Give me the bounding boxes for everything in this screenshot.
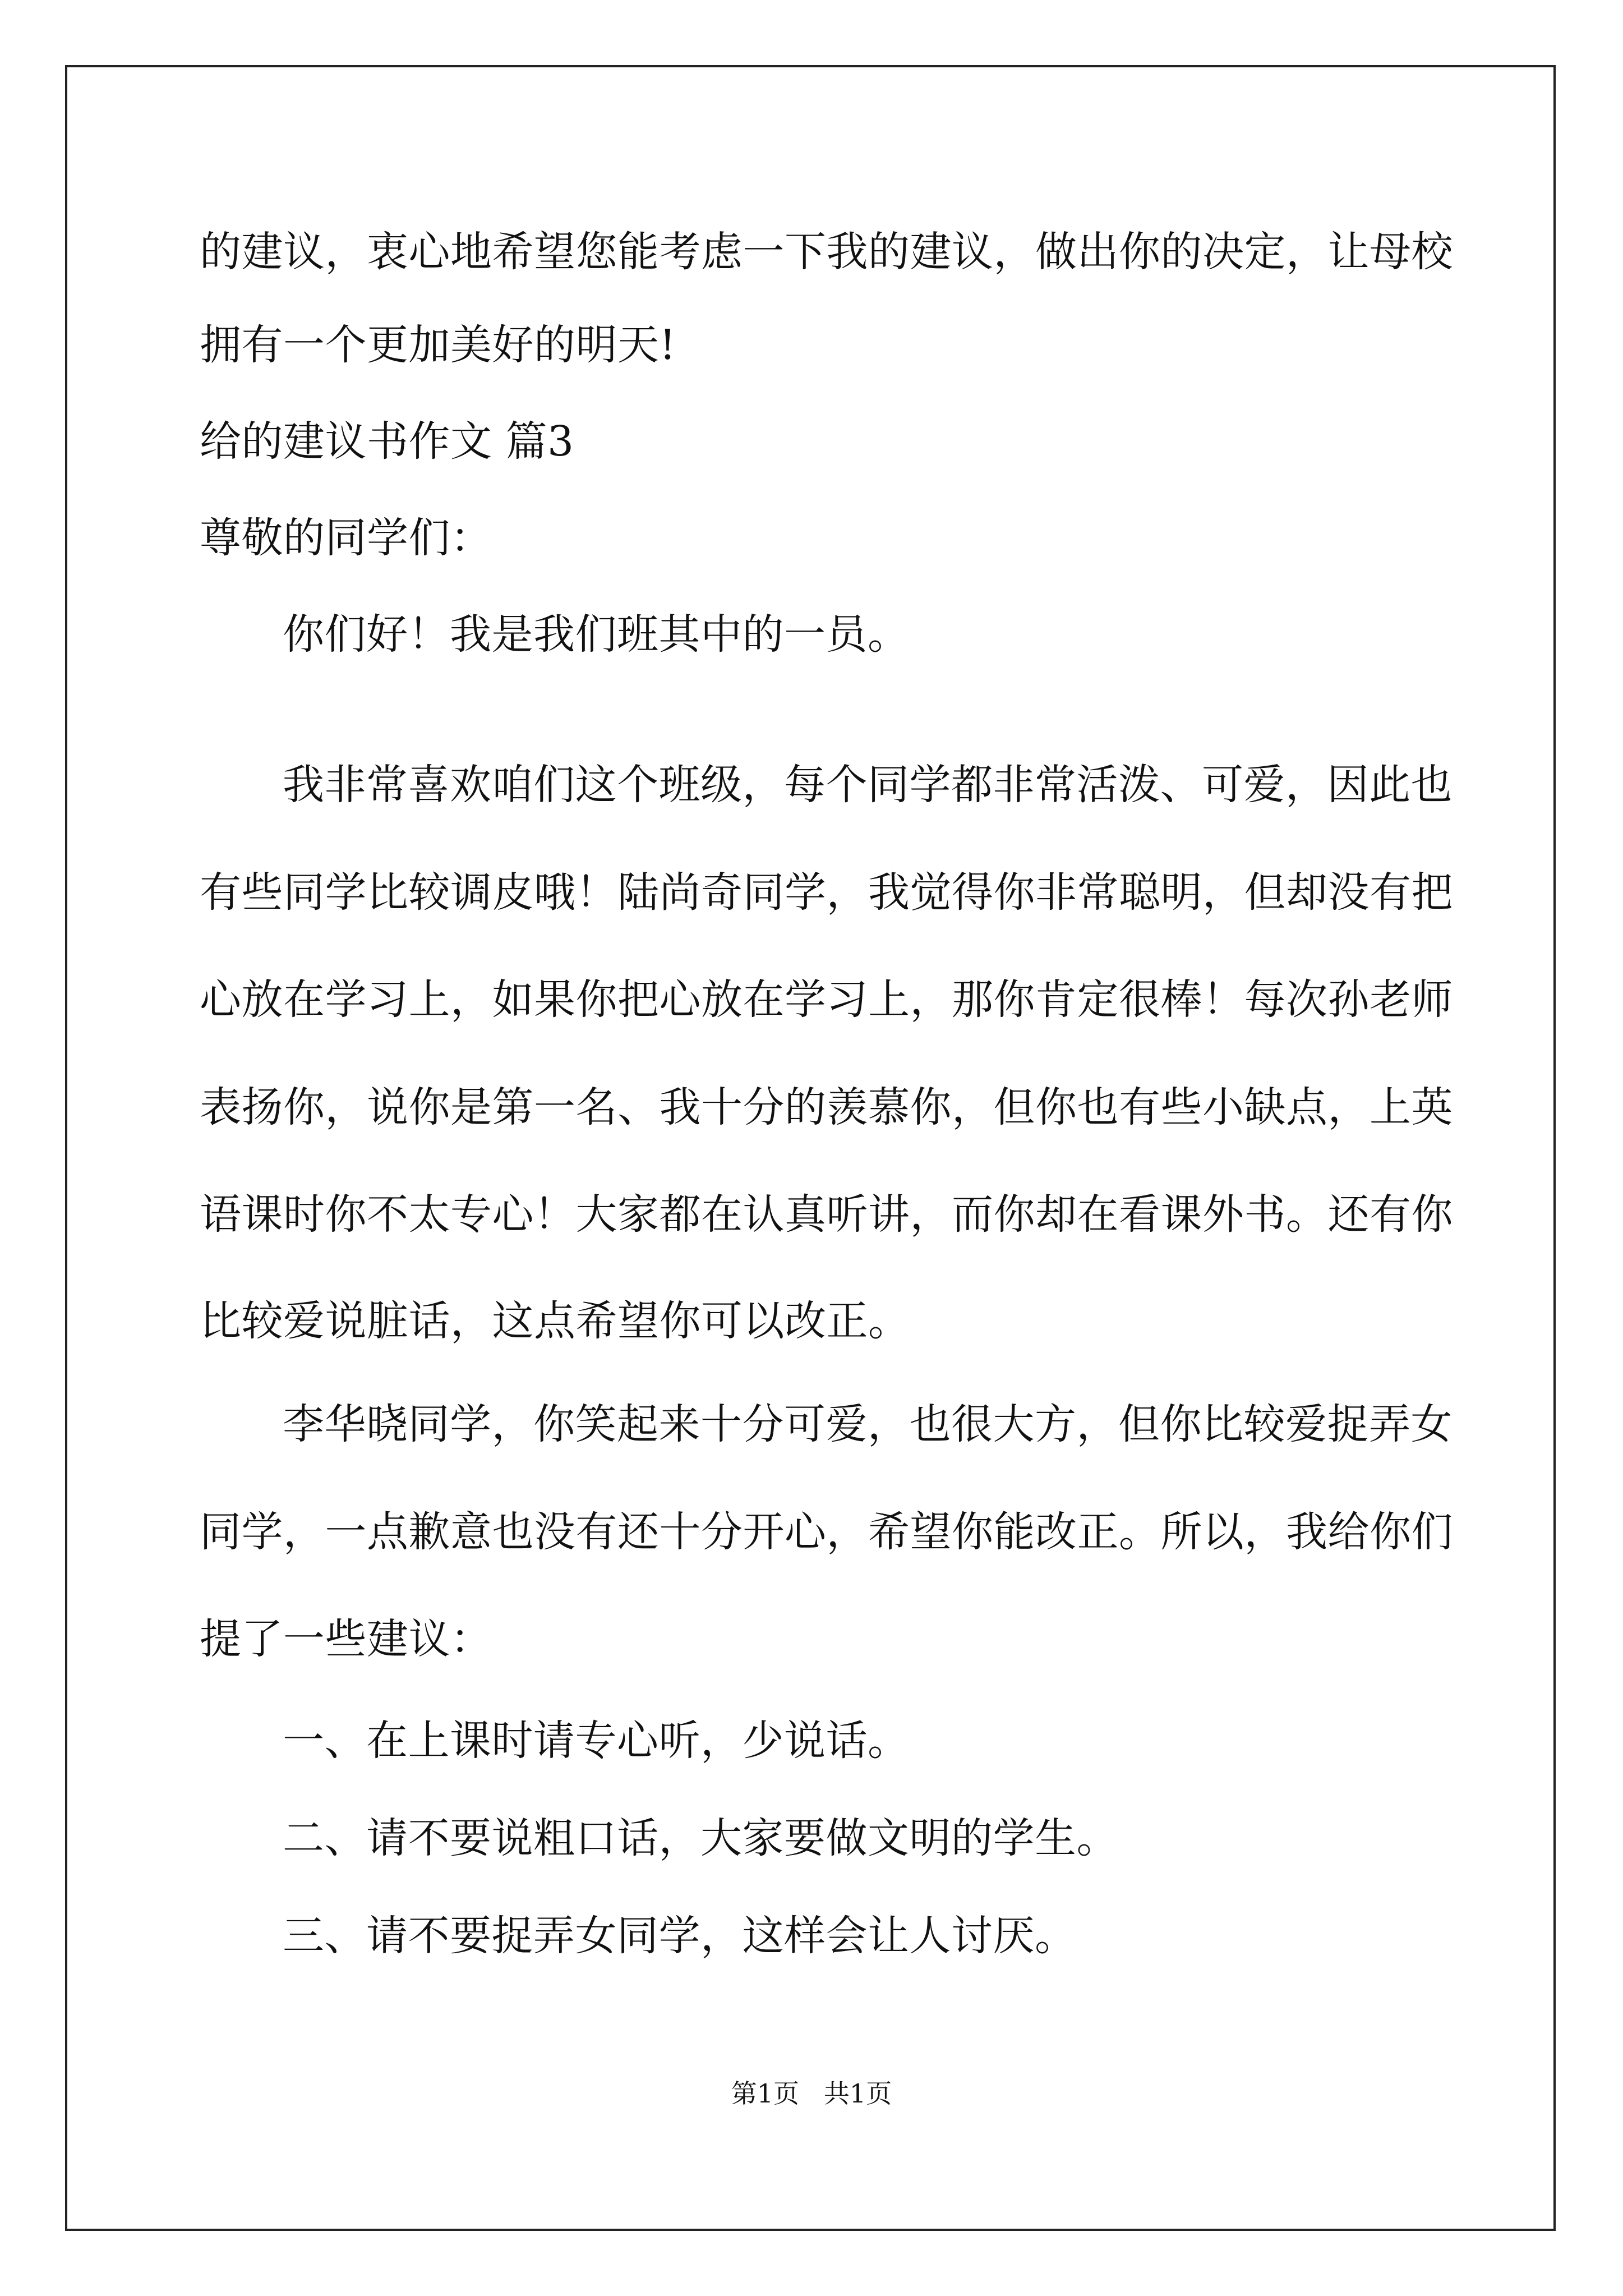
paragraph-1-line-3: 心放在学习上，如果你把心放在学习上，那你肯定很棒！每次孙老师 (200, 976, 1453, 1024)
suggestion-2: 二、请不要说粗口话，大家要做文明的学生。 (283, 1814, 1118, 1862)
section-heading: 给的建议书作文 篇3 (200, 417, 574, 466)
paragraph-1-line-6: 比较爱说脏话，这点希望你可以改正。 (200, 1297, 910, 1345)
page-footer: 第1页 共1页 (731, 2078, 892, 2109)
body-line-1: 的建议，衷心地希望您能考虑一下我的建议，做出你的决定，让母校 (200, 228, 1453, 276)
paragraph-1-line-5: 语课时你不太专心！大家都在认真听讲，而你却在看课外书。还有你 (200, 1190, 1453, 1239)
salutation: 尊敬的同学们： (200, 514, 492, 562)
paragraph-1-line-2: 有些同学比较调皮哦！陆尚奇同学，我觉得你非常聪明，但却没有把 (200, 868, 1453, 917)
body-line-2: 拥有一个更加美好的明天! (200, 321, 676, 369)
paragraph-1-line-4: 表扬你，说你是第一名、我十分的羡慕你，但你也有些小缺点，上英 (200, 1083, 1453, 1131)
greeting-paragraph: 你们好！我是我们班其中的一员。 (283, 610, 910, 659)
paragraph-2-line-2: 同学，一点歉意也没有还十分开心，希望你能改正。所以，我给你们 (200, 1508, 1453, 1556)
paragraph-2-line-3: 提了一些建议： (200, 1615, 492, 1663)
page-border (65, 65, 1556, 2231)
paragraph-2-line-1: 李华晓同学，你笑起来十分可爱，也很大方，但你比较爱捉弄女 (283, 1400, 1453, 1448)
suggestion-1: 一、在上课时请专心听，少说话。 (283, 1717, 910, 1765)
paragraph-1-line-1: 我非常喜欢咱们这个班级，每个同学都非常活泼、可爱，因此也 (283, 761, 1453, 809)
suggestion-3: 三、请不要捉弄女同学，这样会让人讨厌。 (283, 1912, 1077, 1960)
